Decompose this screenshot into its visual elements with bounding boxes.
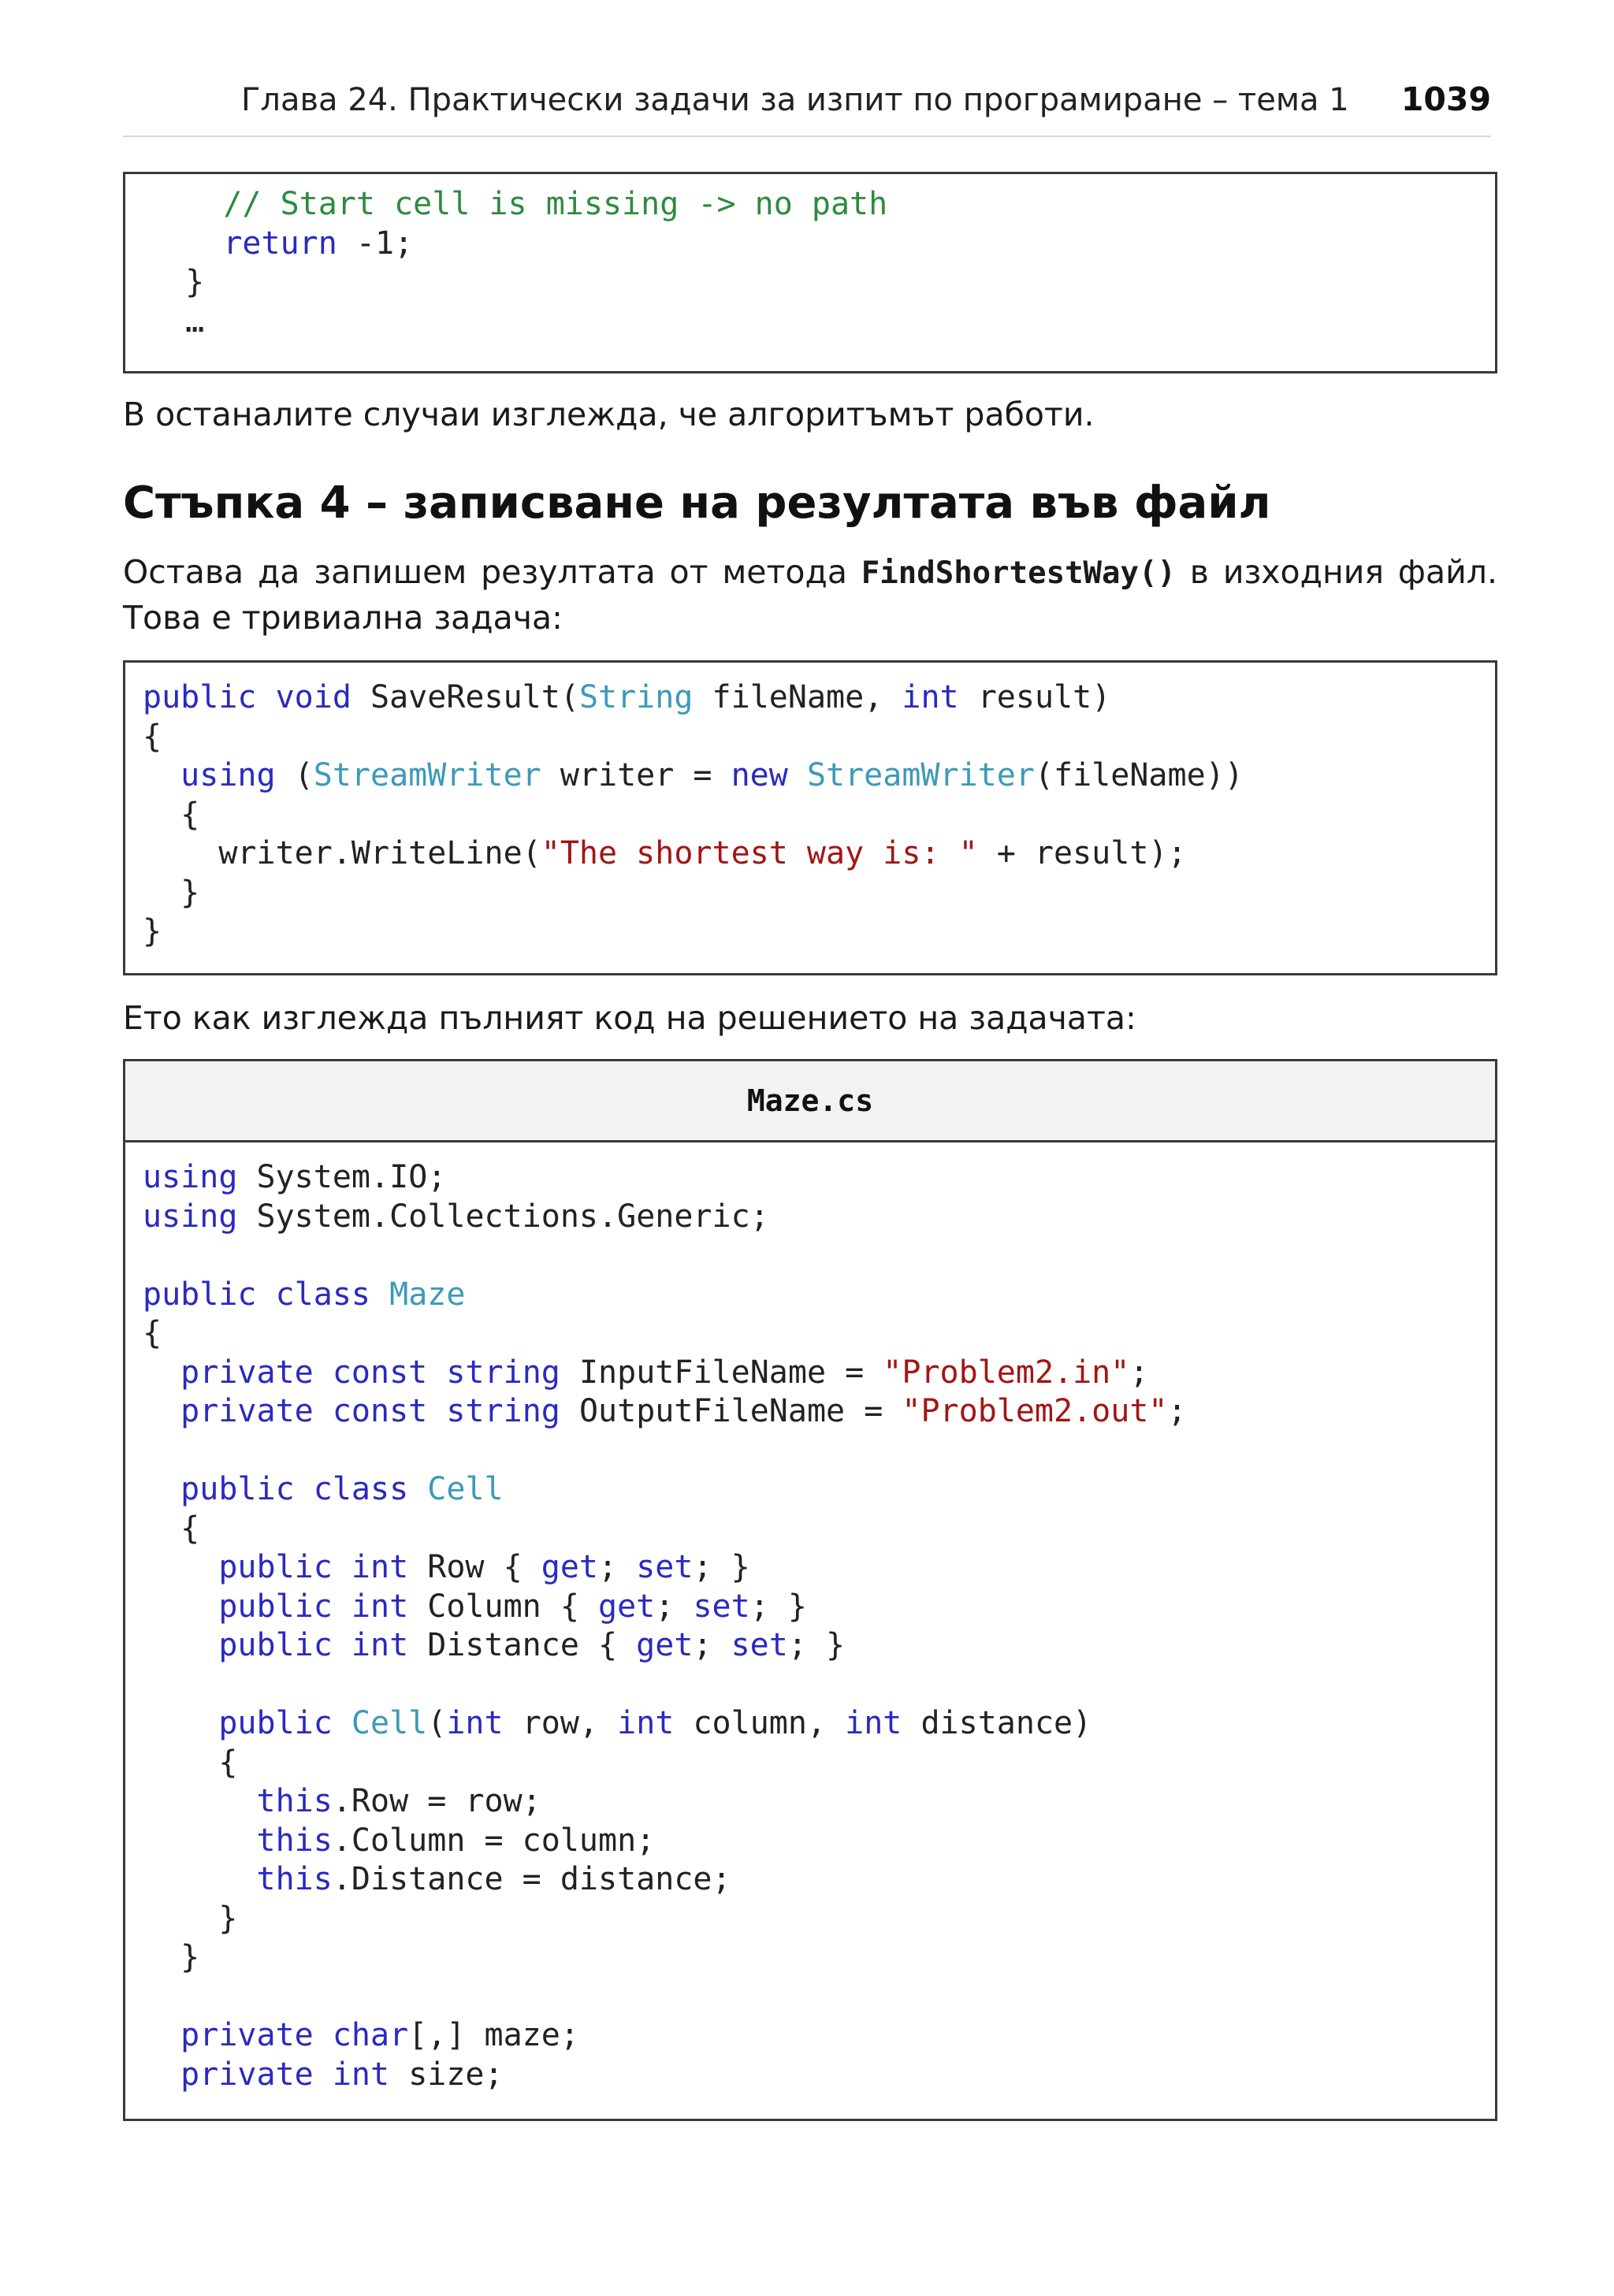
code-line: public Cell(int row, int column, int distance) — [218, 1705, 1092, 1741]
code-file-title: Maze.cs — [125, 1061, 1495, 1142]
code-line: } — [143, 1939, 200, 1975]
code-line: this.Row = row; — [256, 1783, 541, 1819]
code-line: } — [143, 1900, 238, 1937]
code-block-save-result — [123, 660, 1497, 975]
code-line: private const string OutputFileName = "Problem2.out"; — [180, 1393, 1187, 1429]
code-line — [143, 1432, 1495, 1471]
code-line: // Start cell is missing -> no path — [223, 186, 888, 222]
page-header — [123, 79, 1491, 137]
code-line: writer.WriteLine("The shortest way is: " + result); — [218, 835, 1187, 871]
code-line: { — [143, 718, 162, 755]
code-line: this.Distance = distance; — [256, 1861, 731, 1897]
code-line: public int Row { get; set; } — [218, 1549, 750, 1585]
code-block-maze — [123, 1059, 1497, 2121]
section-heading: Стъпка 4 – записване на резултата във файл — [123, 477, 1271, 529]
code-line: using (StreamWriter writer = new StreamWriter(fileName)) — [180, 757, 1244, 793]
code-listing — [143, 678, 1495, 952]
code-listing — [143, 1158, 1495, 2094]
code-listing — [147, 185, 1495, 341]
code-line: private int size; — [180, 2056, 504, 2093]
code-line: this.Column = column; — [256, 1822, 656, 1859]
code-line: using System.IO; — [143, 1159, 447, 1195]
paragraph-algorithm-works: В останалите случаи изглежда, че алгоритъмът работи. — [123, 396, 1095, 433]
code-line: public class Maze — [143, 1276, 466, 1313]
code-line — [143, 1978, 1495, 2017]
code-line: } — [143, 913, 162, 949]
paragraph-save-result — [123, 550, 1497, 641]
code-line: } — [147, 264, 205, 300]
chapter-title: Глава 24. Практически задачи за изпит по програмиране – тема 1 — [241, 82, 1349, 118]
code-line: public void SaveResult(String fileName, int result) — [143, 679, 1111, 715]
paragraph-text-before: Остава да запишем резултата от метода — [123, 553, 861, 591]
code-line: private char[,] maze; — [180, 2017, 579, 2053]
code-line: { — [143, 796, 200, 833]
code-line: public class Cell — [180, 1471, 504, 1507]
code-line: public int Column { get; set; } — [218, 1588, 807, 1625]
code-line: { — [143, 1744, 238, 1781]
code-line: public int Distance { get; set; } — [218, 1627, 846, 1663]
code-line: return -1; — [223, 225, 414, 262]
paragraph-full-code: Ето как изглежда пълният код на решението на задачата: — [123, 999, 1136, 1037]
page-number: 1039 — [1400, 80, 1491, 118]
inline-code-method: FindShortestWay() — [861, 555, 1176, 591]
code-line: { — [143, 1510, 200, 1547]
code-block-snippet — [123, 172, 1497, 373]
code-line: } — [143, 874, 200, 911]
code-line — [143, 1236, 1495, 1276]
code-line: using System.Collections.Generic; — [143, 1198, 769, 1235]
code-line: … — [147, 303, 205, 340]
code-line: private const string InputFileName = "Problem2.in"; — [180, 1354, 1149, 1391]
code-line: { — [143, 1315, 162, 1351]
paragraph-text-after: в изходния файл. Това е тривиална задача: — [123, 553, 1497, 637]
code-line — [143, 1666, 1495, 1705]
